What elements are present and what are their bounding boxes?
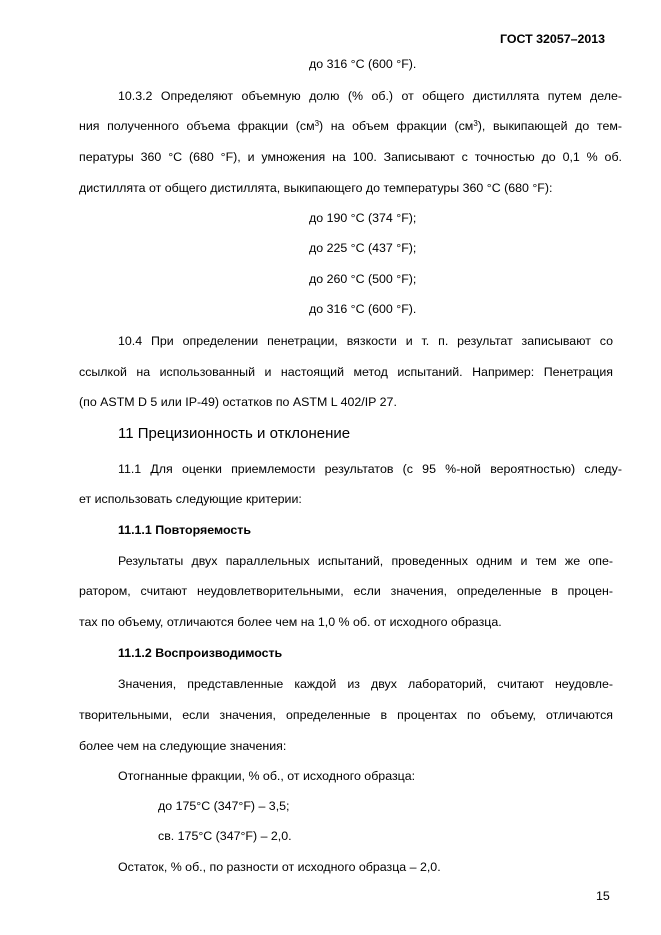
paragraph-11-1-1-line-1: Результаты двух параллельных испытаний, проведенных одним и тем же опе-: [118, 554, 613, 568]
distilled-item: до 175°С (347°F) – 3,5;: [158, 799, 290, 813]
superscript-3: 3: [473, 119, 478, 128]
paragraph-10-4-line-1: 10.4 При определении пенетрации, вязкости и т. п. результат записывают со: [118, 334, 613, 348]
subsection-11-1-2-title: 11.1.2 Воспроизводимость: [118, 646, 283, 660]
fraction-line-top: до 316 °С (600 °F).: [309, 57, 417, 71]
page-number: 15: [596, 889, 610, 903]
paragraph-11-1-2-line-3: более чем на следующие значения:: [79, 739, 287, 753]
paragraph-11-1-line-1: 11.1 Для оценки приемлемости результатов (с 95 %-ной вероятностью) следу-: [118, 462, 622, 476]
paragraph-11-1-1-line-2: ратором, считают неудовлетворительными, если значения, определенные в процен-: [79, 584, 613, 598]
fraction-item: до 190 °С (374 °F);: [309, 211, 417, 225]
fraction-item: до 225 °С (437 °F);: [309, 241, 417, 255]
paragraph-10-4-line-2: ссылкой на использованный и настоящий метод испытаний. Например: Пенетрация: [79, 365, 613, 379]
paragraph-11-1-2-line-2: творительными, если значения, определенные в процентах по объему, отличаются: [79, 708, 613, 722]
subsection-11-1-1-title: 11.1.1 Повторяемость: [118, 523, 251, 537]
fraction-item: до 260 °С (500 °F);: [309, 272, 417, 286]
standard-number: ГОСТ 32057–2013: [500, 32, 606, 46]
paragraph-10-3-2-line-3: пературы 360 °С (680 °F), и умножения на 100. Записывают с точностью до 0,1 % об.: [79, 150, 622, 164]
paragraph-10-3-2-line-4: дистиллята от общего дистиллята, выкипающего до температуры 360 °С (680 °F):: [79, 181, 553, 195]
superscript-3: 3: [314, 119, 320, 128]
fraction-item: до 316 °С (600 °F).: [309, 302, 417, 316]
paragraph-10-3-2-line-2: ния полученного объема фракции $(см^3)$ на объем фракции $(см^3)$, выкипающей до тем-: [79, 119, 622, 133]
paragraph-10-4-line-3: (по ASTM D 5 или IP-49) остатков по ASTM L 402/IP 27.: [79, 395, 397, 409]
paragraph-11-1-1-line-3: тах по объему, отличаются более чем на 1,0 % об. от исходного образца.: [79, 615, 502, 629]
paragraph-10-3-2-line-1: 10.3.2 Определяют объемную долю (% об.) от общего дистиллята путем деле-: [118, 89, 622, 103]
distilled-item: св. 175°С (347°F) – 2,0.: [158, 829, 292, 843]
paragraph-11-1-2-line-1: Значения, представленные каждой из двух лабораторий, считают неудовле-: [118, 677, 613, 691]
residue-line: Остаток, % об., по разности от исходного образца – 2,0.: [118, 860, 441, 874]
section-11-title: 11 Прецизионность и отклонение: [118, 425, 351, 442]
paragraph-11-1-line-2: ет использовать следующие критерии:: [79, 492, 302, 506]
distilled-fractions-label: Отогнанные фракции, % об., от исходного образца:: [118, 769, 416, 783]
